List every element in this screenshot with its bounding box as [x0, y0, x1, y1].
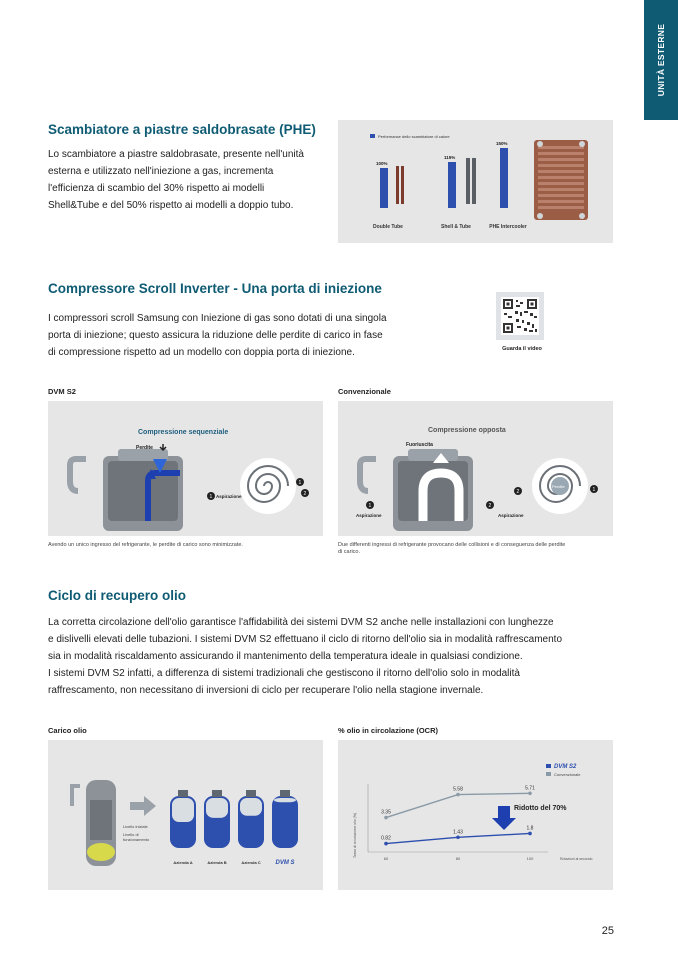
conventional-label: Convenzionale	[338, 387, 391, 396]
compressor-illustration	[360, 449, 473, 531]
phe-bar	[500, 148, 508, 208]
aspirazione-tag-left: Aspirazione	[356, 513, 382, 518]
phe-category-label: Double Tube	[373, 224, 403, 230]
ocr-label: % olio in circolazione (OCR)	[338, 726, 439, 735]
phe-paragraph	[48, 146, 304, 214]
compressor-line: I compressori scroll Samsung con Iniezione di gas sono dotati di una singola	[48, 313, 387, 324]
down-arrow-icon	[492, 806, 516, 830]
right-arrow-icon	[130, 796, 156, 816]
data-label: 1.43	[453, 829, 463, 836]
x-tick-label: 60	[383, 856, 389, 861]
tank-label: Azienda C	[241, 860, 261, 865]
conventional-diagram	[338, 401, 613, 536]
tank-label: Azienda B	[207, 860, 227, 865]
tank-empty-area	[240, 798, 262, 816]
aspirazione-tag-right: Aspirazione	[498, 513, 524, 518]
phe-bar-label: 115%	[444, 155, 456, 160]
oil-tank	[272, 796, 298, 848]
page-number: 25	[601, 925, 614, 937]
ocr-chart	[338, 740, 613, 890]
data-label: 5.71	[525, 785, 535, 792]
num-2: 2	[303, 491, 307, 497]
oil-line: sia in modalità riscaldamento assicurando il mantenimento della temperatura ideale in qualsiasi condizione.	[48, 651, 523, 662]
phe-title: Scambiatore a piastre saldobrasate (PHE)	[48, 122, 316, 137]
phe-line: Shell&Tube e del 50% rispetto ai modelli a doppio tubo.	[48, 200, 294, 211]
legend-swatch-conv	[546, 772, 551, 776]
aspirazione-tag: Aspirazione	[216, 494, 242, 499]
oil-title: Ciclo di recupero olio	[48, 588, 187, 603]
tank-cap	[246, 790, 256, 797]
oil-line: e dislivelli elevati delle tubazioni. I sistemi DVM S2 effettuano il ciclo di ritorno dell'olio sia in modalità raffrescamento	[48, 634, 563, 645]
num-2b: 2	[516, 489, 520, 495]
tank-label: DVM S	[275, 860, 295, 866]
tube-illustrations	[396, 158, 476, 204]
plate-heat-exchanger-illustration	[534, 140, 588, 220]
tank-cap	[178, 790, 188, 797]
phe-legend-text: Performance dello scambiatore di calore	[378, 134, 450, 139]
tank-empty-area	[172, 798, 194, 822]
oil-line: I sistemi DVM S2 infatti, a differenza di sistemi tradizionali che gestiscono il ritorno dell'olio solo in modalità	[48, 668, 520, 679]
legend-dvm: DVM S2	[554, 764, 577, 770]
phe-category-label: PHE Intercooler	[489, 224, 527, 230]
data-point	[384, 816, 388, 820]
phe-bar-label: 100%	[376, 161, 388, 166]
num-1b: 1	[298, 480, 302, 486]
dvm-s2-caption: Avendo un unico ingresso del refrigerante, le perdite di carico sono minimizzate.	[48, 542, 243, 548]
diagram-title: Compressione sequenziale	[138, 429, 229, 436]
oil-paragraph	[48, 614, 562, 699]
scroll-spiral-illustration	[240, 458, 296, 514]
perdite-center-tag: Perdite	[552, 484, 565, 489]
dvm-s2-label: DVM S2	[48, 387, 76, 396]
tank-empty-area	[274, 798, 296, 802]
ocr-xlabel: Rotazioni al secondo	[560, 857, 593, 861]
data-label: 0.82	[381, 835, 391, 842]
level-label: Livello di	[123, 832, 139, 837]
ocr-annotation: Ridotto del 70%	[514, 805, 567, 812]
phe-bar-label: 150%	[496, 141, 508, 146]
ocr-chart-figure	[338, 740, 613, 890]
compressor-illustration	[70, 449, 183, 531]
tank-label: Azienda A	[173, 860, 193, 865]
perdite-tag: Perdite	[136, 445, 153, 451]
legend-conv: Convenzionale	[554, 772, 581, 777]
data-point	[456, 835, 460, 839]
x-tick-label: 100	[526, 856, 534, 861]
phe-chart	[338, 120, 613, 243]
conventional-caption	[338, 542, 613, 556]
phe-line: Lo scambiatore a piastre saldobrasate, presente nell'unità	[48, 149, 304, 160]
phe-bar	[380, 168, 388, 208]
data-label: 1.8	[526, 825, 534, 832]
compressor-line: porta di iniezione; questo assicura la riduzione delle perdite di carico in fase	[48, 330, 383, 341]
qr-code-link[interactable]	[496, 292, 544, 340]
num-1: 1	[368, 503, 372, 509]
legend-swatch-dvm	[546, 764, 551, 768]
dvm-s2-diagram	[48, 401, 323, 536]
compressor-paragraph	[48, 310, 387, 361]
data-label: 3.35	[381, 809, 391, 816]
qr-code-icon	[496, 292, 544, 340]
tank-cap	[212, 790, 222, 797]
caption-line: di carico.	[338, 549, 361, 555]
phe-bar	[448, 162, 456, 208]
level-label: Livello iniziale	[123, 824, 148, 829]
data-point	[456, 793, 460, 797]
phe-chart-figure	[338, 120, 613, 243]
x-tick-label: 80	[455, 856, 461, 861]
data-point	[528, 832, 532, 836]
caption-line: Due differenti ingressi di refrigerante provocano delle collisioni e di conseguenza delle perdite	[338, 542, 566, 548]
phe-line: esterna e utilizzato nell'iniezione a gas, incrementa	[48, 166, 274, 177]
legend-swatch	[370, 134, 375, 138]
qr-label[interactable]: Guarda il video	[502, 346, 542, 352]
phe-line: l'efficienza di scambio del 30% rispetto ai modelli	[48, 183, 265, 194]
phe-category-label: Shell & Tube	[441, 224, 471, 230]
oil-charge-figure	[48, 740, 323, 890]
level-label: funzionamento	[123, 837, 150, 842]
compressor-title: Compressore Scroll Inverter - Una porta di iniezione	[48, 281, 382, 296]
compressor-line: di compressione rispetto ad un modello con doppia porta di iniezione.	[48, 347, 355, 358]
section-side-tab	[644, 0, 678, 120]
data-point	[384, 842, 388, 846]
num-1b: 1	[592, 487, 596, 493]
diagram-title: Compressione opposta	[428, 427, 506, 434]
num-2: 2	[488, 503, 492, 509]
tank-cap	[280, 790, 290, 797]
data-point	[528, 791, 532, 795]
data-label: 5.58	[453, 786, 463, 793]
num-1: 1	[209, 494, 213, 500]
oil-line: La corretta circolazione dell'olio garantisce l'affidabilità dei sistemi DVM S2 anche nelle installazioni con lunghezze	[48, 617, 554, 628]
fuoriuscita-tag: Fuoriuscita	[406, 442, 433, 448]
oil-charge-label: Carico olio	[48, 726, 87, 735]
oil-line: raffrescamento, non necessitano di inversioni di ciclo per recuperare l'olio nella stagione invernale.	[48, 685, 484, 696]
side-tab-label: UNITÀ ESTERNE	[656, 23, 667, 97]
compressor-cutaway-illustration	[72, 780, 116, 866]
tank-empty-area	[206, 798, 228, 818]
ocr-ylabel: Tasso di circolazione olio (%)	[353, 812, 357, 858]
